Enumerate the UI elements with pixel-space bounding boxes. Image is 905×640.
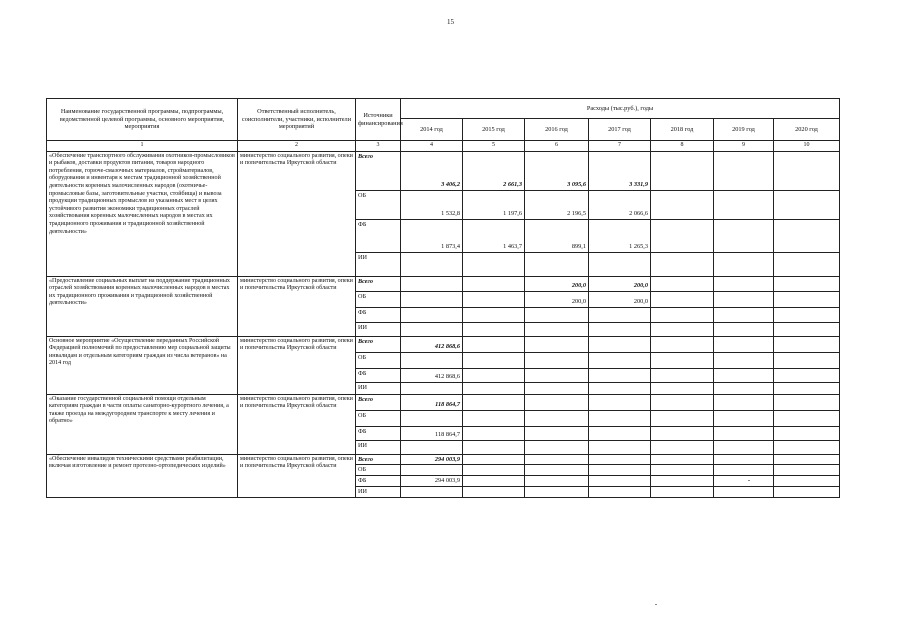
expense-value (525, 382, 589, 394)
funding-source: ФБ (356, 307, 401, 322)
expense-value (589, 322, 651, 336)
funding-source: ИИ (356, 440, 401, 454)
header-name: Наименование государственной программы, подпрограммы, ведомственной целевой программы, основного мероприятия, мероприятия (47, 99, 238, 141)
expense-value: 1 463,7 (463, 219, 525, 252)
column-number: 4 (401, 141, 463, 152)
expense-value: 294 003,9 (401, 476, 463, 487)
funding-source: ФБ (356, 476, 401, 487)
expense-value (714, 382, 774, 394)
expense-value (463, 454, 525, 465)
funding-source: Всего (356, 454, 401, 465)
expense-value (651, 440, 714, 454)
page-number: 15 (447, 18, 454, 26)
expense-value (525, 394, 589, 410)
funding-source: ФБ (356, 368, 401, 382)
expense-value (401, 465, 463, 476)
expense-value: 1 532,8 (401, 190, 463, 219)
expense-value (714, 276, 774, 291)
expense-value (589, 440, 651, 454)
expense-value (651, 476, 714, 487)
expense-value (463, 440, 525, 454)
expense-value (714, 322, 774, 336)
table-body (47, 151, 840, 497)
header-year: 2016 год (525, 119, 589, 141)
expense-value: 3 095,6 (525, 151, 589, 190)
expense-value (401, 322, 463, 336)
funding-source: ОБ (356, 410, 401, 426)
table-row (47, 276, 840, 291)
expense-value: 2 196,5 (525, 190, 589, 219)
expense-value (651, 336, 714, 352)
expense-value (774, 410, 840, 426)
expense-value (774, 352, 840, 368)
measure-name: «Предоставление социальных выплат на поддержание традиционных отраслей хозяйствования коренных малочисленных народов в местах их традиционного проживания и традиционной хозяйственной деятельности» (47, 276, 238, 336)
expense-value (589, 454, 651, 465)
expense-value (525, 486, 589, 497)
expense-value (589, 382, 651, 394)
measure-name: «Обеспечение транспортного обслуживания охотников-промысловиков и рыбаков, доставки продуктов питания, товаров народного потребления, горюче-смазочных материалов, стройматериалов, оборудования и инвентаря к местам традиционной хозяйственной деятельности коренных малочисленных народов (охотничье-промысловые базы, заготовительные участки, стойбища) и вывоза продукции традиционных промыслов из указанных мест в целях устойчивого развития экономики традиционных отраслей хозяйствования коренных малочисленных народов в местах их традиционного проживания и традиционной хозяйственной деятельности» (47, 151, 238, 276)
expense-value (525, 465, 589, 476)
expense-value (651, 151, 714, 190)
funding-source: Всего (356, 151, 401, 190)
expense-value (401, 382, 463, 394)
header-year: 2014 год (401, 119, 463, 141)
expense-value (651, 252, 714, 276)
expense-value (589, 426, 651, 440)
expense-value (651, 410, 714, 426)
expense-value (401, 252, 463, 276)
header-responsible: Ответственный исполнитель, соисполнители, участники, исполнители мероприятий (238, 99, 356, 141)
expense-value (651, 465, 714, 476)
expense-value (714, 440, 774, 454)
expense-value (651, 307, 714, 322)
expense-value (714, 426, 774, 440)
funding-source: Всего (356, 394, 401, 410)
responsible-executor: министерство социального развития, опеки и попечительства Иркутской области (238, 394, 356, 454)
column-number: 9 (714, 141, 774, 152)
header-year: 2018 год (651, 119, 714, 141)
funding-source: ИИ (356, 382, 401, 394)
funding-source: ОБ (356, 291, 401, 307)
expense-value (714, 219, 774, 252)
expense-value (463, 252, 525, 276)
expense-value (774, 151, 840, 190)
column-number: 6 (525, 141, 589, 152)
column-number: 8 (651, 141, 714, 152)
expense-value (651, 291, 714, 307)
expense-value (714, 476, 774, 487)
header-expenses: Расходы (тыс.руб.), годы (401, 99, 840, 119)
expense-value (774, 382, 840, 394)
expense-value (774, 322, 840, 336)
expense-value (463, 291, 525, 307)
expense-value (774, 426, 840, 440)
funding-source: ОБ (356, 352, 401, 368)
measure-name: Основное мероприятие «Осуществление переданных Российской Федерацией полномочий по предоставлению мер социальной защиты инвалидам и отдельным категориям граждан из числа ветеранов» на 2014 год (47, 336, 238, 394)
expense-value (589, 252, 651, 276)
funding-source: Всего (356, 336, 401, 352)
expense-value (651, 352, 714, 368)
column-number: 3 (356, 141, 401, 152)
expense-value (774, 394, 840, 410)
expense-value (714, 336, 774, 352)
expense-value (401, 352, 463, 368)
expense-value (651, 426, 714, 440)
expense-value: 1 197,6 (463, 190, 525, 219)
expense-value (651, 219, 714, 252)
expense-value (401, 291, 463, 307)
expense-value (651, 486, 714, 497)
expense-value (774, 190, 840, 219)
expenses-table (46, 98, 840, 498)
expense-value: 200,0 (525, 276, 589, 291)
expense-value (774, 368, 840, 382)
header-year: 2015 год (463, 119, 525, 141)
expense-value (774, 219, 840, 252)
expense-value (589, 465, 651, 476)
expense-value (401, 486, 463, 497)
scan-dot (748, 480, 750, 481)
expense-value (774, 440, 840, 454)
expense-value: 200,0 (589, 291, 651, 307)
expense-value (651, 276, 714, 291)
column-number: 1 (47, 141, 238, 152)
expense-value (714, 151, 774, 190)
expense-value (463, 476, 525, 487)
expense-value: 1 873,4 (401, 219, 463, 252)
expense-value (525, 440, 589, 454)
expense-value (774, 291, 840, 307)
measure-name: «Обеспечение инвалидов техническими средствами реабилитации, включая изготовление и ремонт протезно-ортопедических изделий» (47, 454, 238, 497)
expense-value: 412 868,6 (401, 336, 463, 352)
expense-value (714, 252, 774, 276)
expense-value (463, 410, 525, 426)
expense-value (525, 476, 589, 487)
funding-source: ИИ (356, 252, 401, 276)
expense-value (589, 476, 651, 487)
expense-value (774, 276, 840, 291)
expense-value: 200,0 (589, 276, 651, 291)
expense-value (525, 352, 589, 368)
funding-source: ОБ (356, 190, 401, 219)
expense-value: 3 331,9 (589, 151, 651, 190)
funding-source: ОБ (356, 465, 401, 476)
expense-value (589, 352, 651, 368)
expense-value (651, 368, 714, 382)
expense-value: 118 864,7 (401, 426, 463, 440)
expense-value (714, 190, 774, 219)
expense-value: 294 003,9 (401, 454, 463, 465)
expense-value (651, 454, 714, 465)
expense-value (463, 307, 525, 322)
funding-source: ФБ (356, 426, 401, 440)
expense-value (651, 322, 714, 336)
table-row (47, 454, 840, 465)
expense-value (774, 465, 840, 476)
expense-value (774, 476, 840, 487)
expense-value (714, 486, 774, 497)
expense-value (714, 394, 774, 410)
header-year: 2020 год (774, 119, 840, 141)
expense-value: 3 406,2 (401, 151, 463, 190)
column-number-row (47, 141, 840, 152)
expense-value (774, 454, 840, 465)
expense-value (714, 291, 774, 307)
expense-value (589, 368, 651, 382)
expense-value (401, 410, 463, 426)
funding-source: ФБ (356, 219, 401, 252)
expense-value (463, 394, 525, 410)
measure-name: «Оказание государственной социальной помощи отдельным категориям граждан в части оплаты санаторно-курортного лечения, а также проезда на междугороднем транспорте к месту лечения и обратно» (47, 394, 238, 454)
expense-value (525, 368, 589, 382)
expense-value (463, 465, 525, 476)
expense-value (525, 307, 589, 322)
expense-value: 412 868,6 (401, 368, 463, 382)
expense-value: 1 265,3 (589, 219, 651, 252)
expense-value (714, 454, 774, 465)
expense-value (525, 252, 589, 276)
expense-value: 899,1 (525, 219, 589, 252)
expense-value (651, 394, 714, 410)
responsible-executor: министерство социального развития, опеки и попечительства Иркутской области (238, 336, 356, 394)
expense-value (589, 486, 651, 497)
expense-value (714, 368, 774, 382)
expense-value (714, 307, 774, 322)
expense-value: 118 864,7 (401, 394, 463, 410)
expense-value (589, 410, 651, 426)
expense-value (463, 486, 525, 497)
table-row (47, 151, 840, 190)
column-number: 7 (589, 141, 651, 152)
expense-value (774, 252, 840, 276)
expense-value (525, 426, 589, 440)
expense-value (463, 322, 525, 336)
funding-source: ИИ (356, 322, 401, 336)
expense-value (714, 410, 774, 426)
column-number: 5 (463, 141, 525, 152)
responsible-executor: министерство социального развития, опеки и попечительства Иркутской области (238, 454, 356, 497)
expense-value (525, 410, 589, 426)
expense-value (401, 276, 463, 291)
expense-value (589, 394, 651, 410)
expense-value (525, 454, 589, 465)
expense-value (774, 486, 840, 497)
funding-source: Всего (356, 276, 401, 291)
expense-value (525, 336, 589, 352)
expense-value (651, 382, 714, 394)
expense-value (463, 336, 525, 352)
column-number: 10 (774, 141, 840, 152)
expense-value (589, 307, 651, 322)
table-row (47, 394, 840, 410)
header-source: Источники финансирования (356, 99, 401, 141)
expense-value: 2 661,3 (463, 151, 525, 190)
expense-value (714, 465, 774, 476)
expense-value (714, 352, 774, 368)
expense-value: 2 066,6 (589, 190, 651, 219)
expense-value (463, 382, 525, 394)
funding-source: ИИ (356, 486, 401, 497)
expense-value (463, 276, 525, 291)
responsible-executor: министерство социального развития, опеки и попечительства Иркутской области (238, 276, 356, 336)
column-number: 2 (238, 141, 356, 152)
expense-value (589, 336, 651, 352)
expense-value (525, 322, 589, 336)
expense-value (463, 352, 525, 368)
expense-value (463, 426, 525, 440)
expense-value (774, 336, 840, 352)
expense-value (401, 307, 463, 322)
expense-value (401, 440, 463, 454)
expense-value: 200,0 (525, 291, 589, 307)
table-row (47, 336, 840, 352)
expense-value (651, 190, 714, 219)
scan-dot (655, 604, 657, 605)
responsible-executor: министерство социального развития, опеки и попечительства Иркутской области (238, 151, 356, 276)
header-year: 2017 год (589, 119, 651, 141)
expense-value (463, 368, 525, 382)
header-year: 2019 год (714, 119, 774, 141)
expense-value (774, 307, 840, 322)
